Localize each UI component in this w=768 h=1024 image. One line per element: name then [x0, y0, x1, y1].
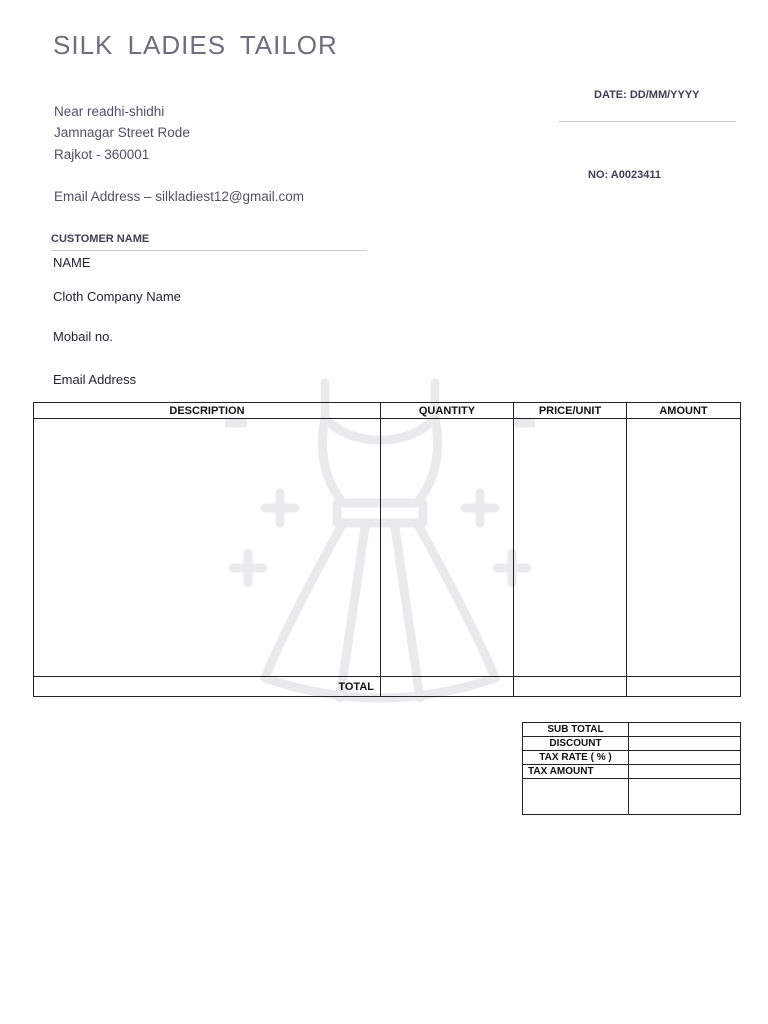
total-amount-cell[interactable] [627, 677, 741, 697]
customer-heading: CUSTOMER NAME [51, 233, 150, 245]
customer-mobile: Mobail no. [53, 329, 113, 344]
discount-value[interactable] [629, 737, 741, 751]
total-label: TOTAL [34, 677, 381, 697]
total-quantity-cell[interactable] [381, 677, 514, 697]
items-table [33, 402, 741, 697]
business-email: Email Address – silkladiest12@gmail.com [54, 189, 305, 204]
grand-total-value[interactable] [629, 779, 741, 815]
address-line-2: Jamnagar Street Rode [54, 125, 190, 140]
tax-rate-value[interactable] [629, 751, 741, 765]
quantity-cell[interactable] [381, 419, 514, 677]
date-field: DATE: DD/MM/YYYY [594, 89, 700, 101]
customer-company: Cloth Company Name [53, 289, 181, 304]
summary-table [522, 722, 741, 815]
column-header-amount: AMOUNT [627, 403, 741, 419]
customer-divider [51, 250, 367, 251]
column-header-quantity: QUANTITY [381, 403, 514, 419]
address-line-1: Near readhi-shidhi [54, 104, 165, 119]
total-price-cell[interactable] [514, 677, 627, 697]
price-unit-cell[interactable] [514, 419, 627, 677]
column-header-price-unit: PRICE/UNIT [514, 403, 627, 419]
customer-name: NAME [53, 255, 91, 270]
tax-amount-label: TAX AMOUNT [523, 765, 629, 779]
date-divider [559, 121, 736, 122]
subtotal-label: SUB TOTAL [523, 723, 629, 737]
subtotal-value[interactable] [629, 723, 741, 737]
tax-rate-label: TAX RATE ( % ) [523, 751, 629, 765]
tax-amount-value[interactable] [629, 765, 741, 779]
business-name: SILK LADIES TAILOR [53, 30, 338, 60]
invoice-number: NO: A0023411 [588, 169, 661, 181]
amount-cell[interactable] [627, 419, 741, 677]
column-header-description: DESCRIPTION [34, 403, 381, 419]
discount-label: DISCOUNT [523, 737, 629, 751]
customer-email: Email Address [53, 372, 137, 387]
summary-blank-label [523, 779, 629, 815]
address-line-3: Rajkot - 360001 [54, 147, 150, 162]
description-cell[interactable] [34, 419, 381, 677]
